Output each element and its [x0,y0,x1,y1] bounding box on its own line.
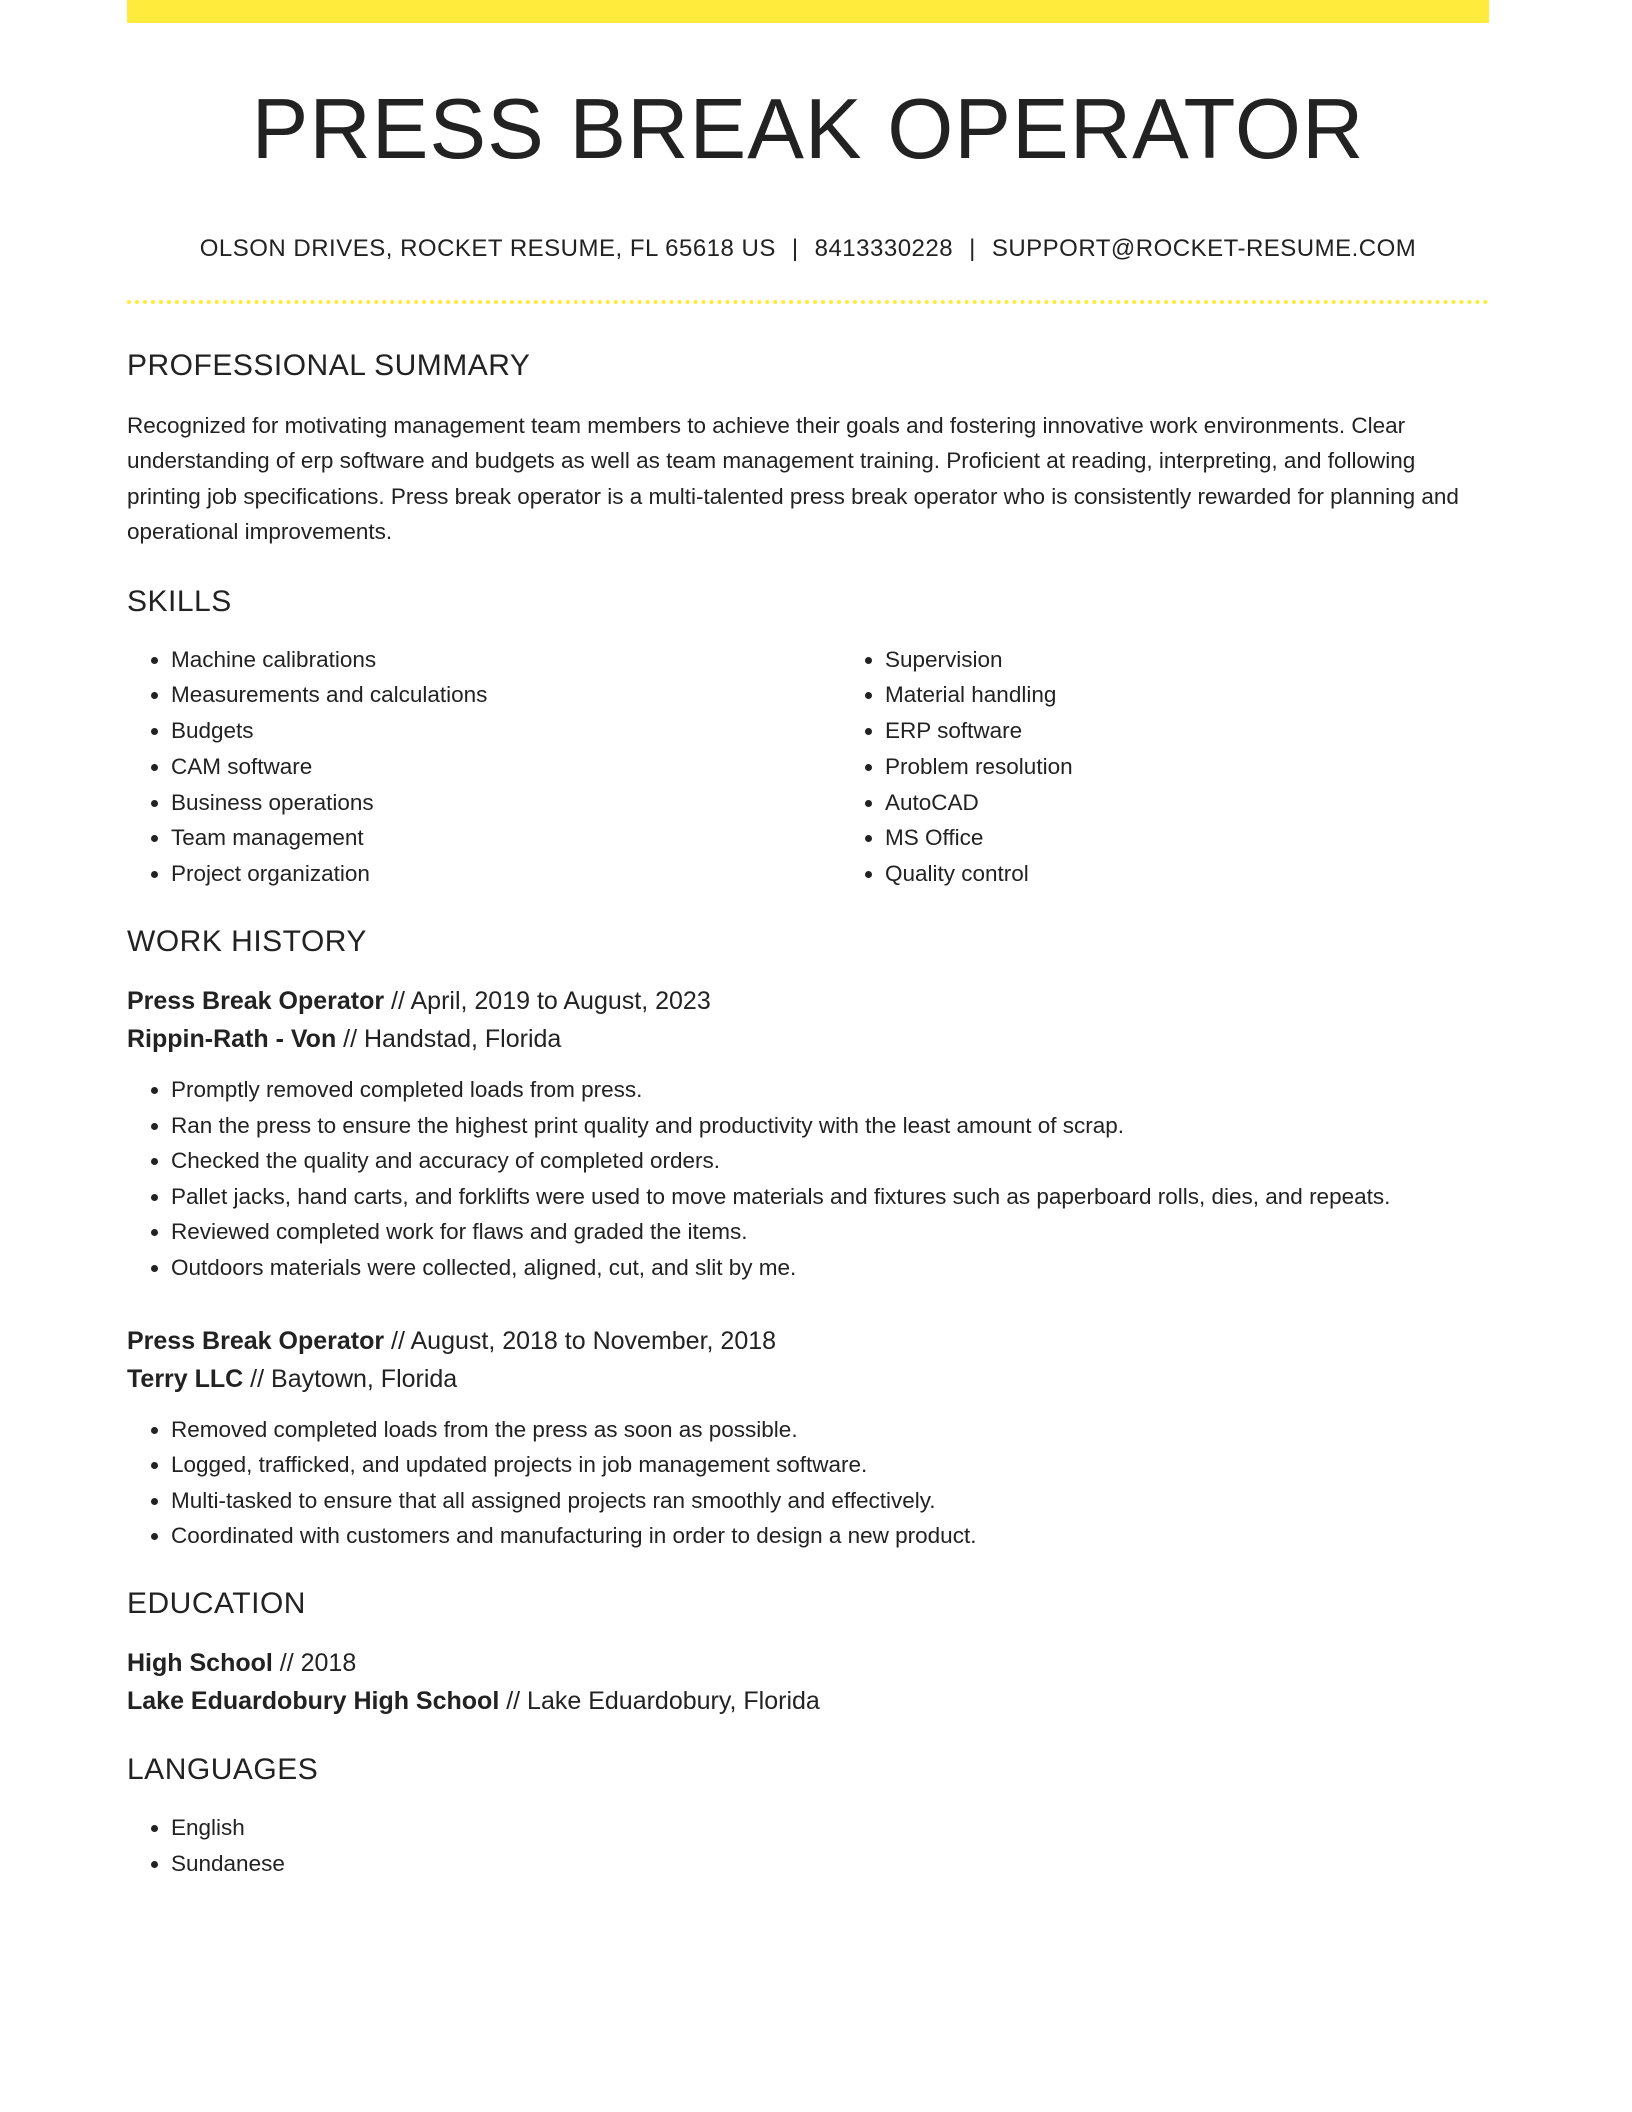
top-accent-bar [127,0,1489,23]
dotted-divider [127,300,1489,304]
job-company: Terry LLC [127,1364,244,1393]
job-role: Press Break Operator [127,1326,385,1355]
job-bullet: • Checked the quality and accuracy of completed orders. [171,1143,1489,1179]
contact-line [127,235,1489,263]
job-role-line [127,982,1489,1020]
language-item: • English [171,1810,1489,1846]
skill-item: • AutoCAD [885,785,1485,821]
job-bullet: • Outdoors materials were collected, aligned, cut, and slit by me. [171,1250,1489,1286]
summary-text: Recognized for motivating management team members to achieve their goals and fostering innovative work environments. Clear understanding of erp software and budgets as well as team management training. Proficient at reading, interpreting, and following printing job specifications. Press break operator is a multi-talented press break operator who is consistently rewarded for planning and operational improvements. [127,412,1459,544]
job-role: Press Break Operator [127,987,385,1016]
contact-phone: 8413330228 [814,234,954,262]
job-bullet: • Reviewed completed work for flaws and graded the items. [171,1214,1489,1250]
education-school-line [127,1682,1489,1720]
languages-list [127,1810,1489,1881]
contact-separator: | [969,234,976,262]
skills-heading: SKILLS [127,584,232,618]
education-entry [127,1644,1489,1720]
skill-item: • Quality control [885,856,1485,892]
contact-separator: | [791,234,799,262]
job-bullet: • Coordinated with customers and manufacturing in order to design a new product. [171,1518,1489,1554]
education-location: // Lake Eduardobury, Florida [499,1687,820,1716]
skill-item: • Measurements and calculations [171,677,841,713]
language-item: • Sundanese [171,1846,1489,1882]
skill-item: • Machine calibrations [171,642,841,678]
job-bullet: • Promptly removed completed loads from press. [171,1072,1489,1108]
contact-email: SUPPORT@ROCKET-RESUME.COM [991,234,1417,262]
job-dates: // August, 2018 to November, 2018 [384,1326,777,1355]
skills-list-left [127,642,841,893]
education-year: // 2018 [272,1649,357,1678]
job-bullets [127,1412,1489,1554]
education-degree: High School [127,1649,273,1678]
job-company: Rippin-Rath - Von [127,1025,337,1054]
job-header [127,1322,1489,1398]
skill-item: • Business operations [171,785,841,821]
skill-item: • Budgets [171,713,841,749]
job-bullet: • Pallet jacks, hand carts, and forklifts were used to move materials and fixtures such as paperboard rolls, dies, and repeats. [171,1179,1489,1215]
skills-columns [127,642,1489,893]
job-bullets [127,1072,1489,1286]
education-school: Lake Eduardobury High School [127,1687,500,1716]
job-location: // Baytown, Florida [243,1364,458,1393]
contact-address: OLSON DRIVES, ROCKET RESUME, FL 65618 US [199,234,776,262]
job-company-line [127,1360,1489,1398]
resume-page [127,0,1489,1881]
job-bullet: • Logged, trafficked, and updated projects in job management software. [171,1447,1489,1483]
languages-heading: LANGUAGES [127,1753,319,1787]
skill-item: • CAM software [171,749,841,785]
education-heading: EDUCATION [127,1587,306,1621]
job-dates: // April, 2019 to August, 2023 [384,987,711,1016]
job-role-line [127,1322,1489,1360]
education-degree-line [127,1644,1489,1682]
skill-item: • Material handling [885,677,1485,713]
job-header [127,982,1489,1058]
summary-heading: PROFESSIONAL SUMMARY [127,348,531,382]
job-bullet: • Removed completed loads from the press as soon as possible. [171,1412,1489,1448]
job-location: // Handstad, Florida [336,1025,562,1054]
skills-list-right [841,642,1485,893]
skill-item: • Team management [171,820,841,856]
skill-item: • Problem resolution [885,749,1485,785]
job-bullet: • Ran the press to ensure the highest print quality and productivity with the least amount of scrap. [171,1108,1489,1144]
job-company-line [127,1020,1489,1058]
skill-item: • MS Office [885,820,1485,856]
resume-title: PRESS BREAK OPERATOR [251,82,1365,177]
skill-item: • Project organization [171,856,841,892]
work-history-heading: WORK HISTORY [127,925,367,959]
skill-item: • Supervision [885,642,1485,678]
job-bullet: • Multi-tasked to ensure that all assigned projects ran smoothly and effectively. [171,1483,1489,1519]
skill-item: • ERP software [885,713,1485,749]
